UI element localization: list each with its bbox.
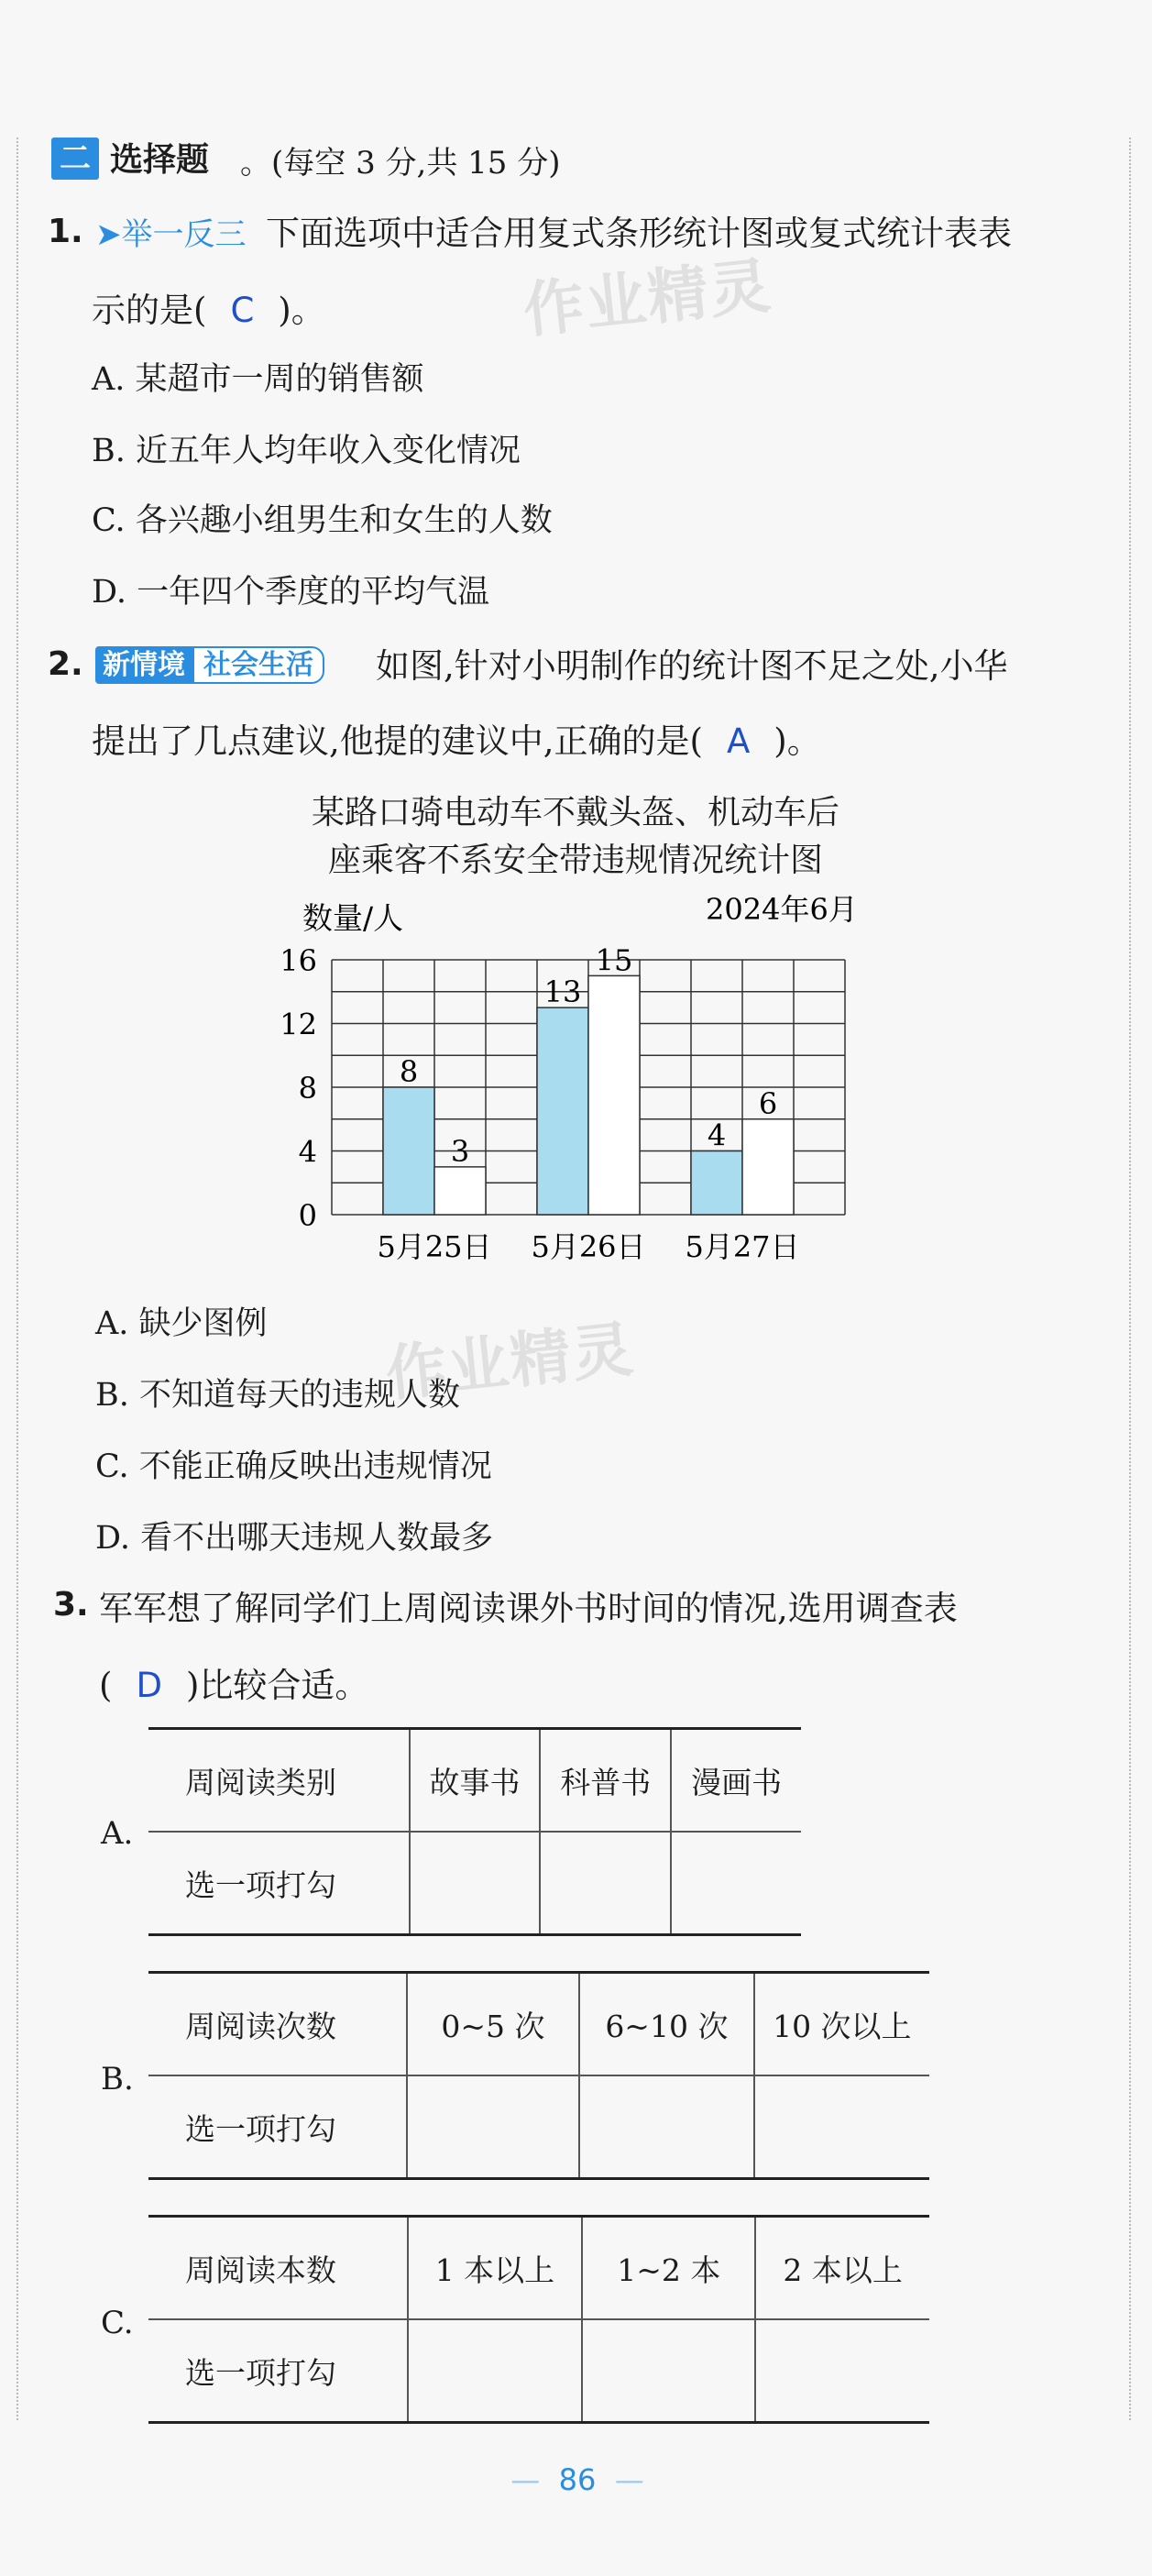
question-2-option-b: B. 不知道每天的违规人数: [95, 1377, 460, 1414]
question-1-option-a: A. 某超市一周的销售额: [92, 361, 424, 398]
bar-chart: [0, 0, 1152, 1283]
social-life-badge: 社会生活: [192, 646, 324, 684]
table-cell: 选一项打勾: [148, 2319, 408, 2423]
checkbox-cell[interactable]: [582, 2319, 755, 2423]
table-cell: 科普书: [540, 1729, 671, 1833]
table-row: [148, 1832, 801, 1935]
table-row: [148, 2319, 929, 2423]
table-row: [148, 1729, 801, 1833]
checkbox-cell[interactable]: [754, 2075, 929, 2179]
question-3-number: 3.: [53, 1586, 89, 1624]
chart-data-label: 3: [450, 1133, 470, 1169]
chart-bar: [691, 1151, 742, 1216]
chart-x-tick-label: 5月26日: [531, 1229, 646, 1264]
table-cell: 6~10 次: [579, 1973, 754, 2076]
chart-bar: [383, 1087, 434, 1215]
chart-y-tick-label: 4: [298, 1134, 317, 1170]
question-1-tag: ➤举一反三: [95, 216, 247, 253]
question-2-line2: 提出了几点建议,他提的建议中,正确的是( A )。: [92, 721, 821, 761]
question-2-option-c: C. 不能正确反映出违规情况: [95, 1448, 492, 1485]
page-number: — 86 —: [510, 2462, 644, 2497]
checkbox-cell[interactable]: [671, 1832, 801, 1935]
question-3-line2: ( D )比较合适。: [99, 1666, 369, 1705]
checkbox-cell[interactable]: [540, 1832, 671, 1935]
question-3-answer: D: [136, 1666, 162, 1705]
table-cell: 2 本以上: [755, 2217, 929, 2320]
chart-x-tick-label: 5月27日: [685, 1229, 800, 1264]
question-2-option-a: A. 缺少图例: [95, 1305, 268, 1342]
chart-y-tick-label: 16: [280, 943, 317, 978]
table-row: [148, 1973, 929, 2076]
chart-y-tick-label: 0: [298, 1198, 317, 1233]
chart-data-label: 6: [758, 1085, 778, 1121]
section-title: 选择题: [110, 141, 210, 179]
table-cell: 0~5 次: [407, 1973, 579, 2076]
question-2-number: 2.: [48, 645, 83, 683]
table-a-label: A.: [101, 1815, 134, 1852]
table-cell: 1~2 本: [582, 2217, 755, 2320]
question-2-option-d: D. 看不出哪天违规人数最多: [95, 1520, 494, 1557]
table-cell: 周阅读本数: [148, 2217, 408, 2320]
chart-bar: [742, 1119, 794, 1215]
table-cell: 周阅读次数: [148, 1973, 407, 2076]
question-1-answer: C: [230, 291, 255, 330]
question-2-line1: 如图,针对小明制作的统计图不足之处,小华: [376, 646, 1008, 686]
table-cell: 故事书: [410, 1729, 541, 1833]
question-1-number: 1.: [48, 213, 83, 250]
table-row: [148, 2217, 929, 2320]
table-cell: 选一项打勾: [148, 1832, 410, 1935]
watermark: 作业精灵: [520, 249, 775, 347]
checkbox-cell[interactable]: [755, 2319, 929, 2423]
chart-data-label: 15: [595, 942, 633, 978]
chart-data-label: 8: [399, 1054, 419, 1089]
new-context-badge: 新情境: [95, 646, 192, 684]
survey-table-b: [148, 1971, 929, 2180]
table-c-label: C.: [101, 2305, 134, 2341]
section-score-note: 。(每空 3 分,共 15 分): [240, 145, 561, 182]
survey-table-a: [148, 1727, 801, 1936]
chart-title-line1: 某路口骑电动车不戴头盔、机动车后: [311, 794, 839, 831]
table-cell: 1 本以上: [408, 2217, 583, 2320]
chart-y-tick-label: 12: [280, 1007, 317, 1042]
chart-date: 2024年6月: [706, 892, 858, 927]
chart-bar: [588, 975, 640, 1215]
chart-y-tick-label: 8: [298, 1071, 317, 1106]
table-cell: 10 次以上: [754, 1973, 929, 2076]
table-cell: 漫画书: [671, 1729, 801, 1833]
question-1-option-d: D. 一年四个季度的平均气温: [92, 574, 490, 611]
table-b-label: B.: [101, 2061, 134, 2097]
question-1-option-b: B. 近五年人均年收入变化情况: [92, 433, 521, 469]
table-row: [148, 2075, 929, 2179]
checkbox-cell[interactable]: [579, 2075, 754, 2179]
question-1-option-c: C. 各兴趣小组男生和女生的人数: [92, 502, 553, 539]
chart-x-tick-label: 5月25日: [377, 1229, 492, 1264]
watermark-2: 作业精灵: [382, 1313, 638, 1410]
section-number-badge: 二: [51, 138, 99, 180]
chart-title-line2: 座乘客不系安全带违规情况统计图: [327, 842, 823, 879]
question-3-line1: 军军想了解同学们上周阅读课外书时间的情况,选用调查表: [99, 1589, 958, 1628]
chart-bar: [434, 1167, 486, 1215]
chart-bar: [537, 1007, 588, 1215]
chart-data-label: 13: [543, 974, 582, 1010]
question-2-answer: A: [726, 721, 751, 761]
chart-y-axis-label: 数量/人: [302, 900, 404, 936]
chart-data-label: 4: [707, 1117, 727, 1153]
checkbox-cell[interactable]: [407, 2075, 579, 2179]
checkbox-cell[interactable]: [410, 1832, 541, 1935]
table-cell: 选一项打勾: [148, 2075, 407, 2179]
checkbox-cell[interactable]: [408, 2319, 583, 2423]
question-1-line1: 下面选项中适合用复式条形统计图或复式统计表表: [266, 214, 1012, 253]
question-1-line2: 示的是( C )。: [92, 291, 325, 330]
table-cell: 周阅读类别: [148, 1729, 410, 1833]
survey-table-c: [148, 2215, 929, 2424]
